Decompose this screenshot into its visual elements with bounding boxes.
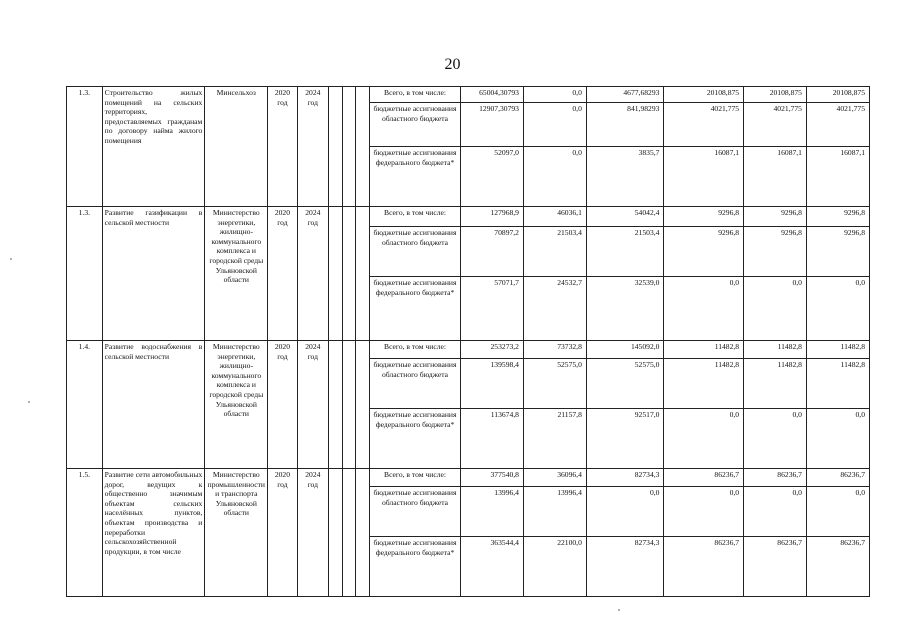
table-row — [67, 207, 870, 227]
amount-cell: 12907,30793 — [461, 103, 524, 147]
executor-cell: Министерство энергетики, жилищно-коммунального комплекса и городской среды Ульяновской области — [205, 207, 268, 341]
amount-cell: 0,0 — [586, 487, 664, 537]
amount-cell: 57071,7 — [461, 277, 524, 341]
amount-cell: 16087,1 — [744, 147, 807, 207]
funding-source-cell: Всего, в том числе: — [369, 469, 460, 487]
amount-cell: 52575,0 — [586, 359, 664, 409]
amount-cell: 86236,7 — [744, 469, 807, 487]
funding-source-cell: Всего, в том числе: — [369, 207, 460, 227]
amount-cell: 86236,7 — [664, 537, 744, 597]
amount-cell: 127968,9 — [461, 207, 524, 227]
amount-cell: 363544,4 — [461, 537, 524, 597]
amount-cell: 0,0 — [664, 409, 744, 469]
funding-source-cell: бюджетные ассигнования федерального бюджета* — [369, 277, 460, 341]
amount-cell: 0,0 — [523, 147, 586, 207]
amount-cell: 52097,0 — [461, 147, 524, 207]
amount-cell: 82734,3 — [586, 469, 664, 487]
funding-source-cell: бюджетные ассигнования областного бюджета — [369, 487, 460, 537]
amount-cell: 82734,3 — [586, 537, 664, 597]
amount-cell: 0,0 — [744, 487, 807, 537]
amount-cell: 21157,8 — [523, 409, 586, 469]
funding-source-cell: бюджетные ассигнования областного бюджета — [369, 227, 460, 277]
funding-source-cell: Всего, в том числе: — [369, 341, 460, 359]
amount-cell: 9296,8 — [664, 207, 744, 227]
amount-cell: 9296,8 — [744, 207, 807, 227]
funding-source-cell: бюджетные ассигнования областного бюджета — [369, 359, 460, 409]
amount-cell: 20108,875 — [744, 87, 807, 103]
amount-cell: 3835,7 — [586, 147, 664, 207]
amount-cell: 20108,875 — [806, 87, 869, 103]
amount-cell: 11482,8 — [664, 359, 744, 409]
activity-name-cell: Строительство жилых помещений на сельских территориях, предоставляемых гражданам по договору найма жилого помещения — [102, 87, 205, 207]
amount-cell: 11482,8 — [806, 359, 869, 409]
funding-source-cell: бюджетные ассигнования федерального бюджета* — [369, 409, 460, 469]
year-start-cell: 2020 год — [268, 341, 297, 469]
amount-cell: 46036,1 — [523, 207, 586, 227]
amount-cell: 21503,4 — [523, 227, 586, 277]
amount-cell: 0,0 — [744, 409, 807, 469]
amount-cell: 32539,0 — [586, 277, 664, 341]
scan-speck — [618, 609, 620, 611]
row-number-cell: 1.5. — [67, 469, 103, 597]
amount-cell: 16087,1 — [664, 147, 744, 207]
empty-cell — [342, 207, 356, 341]
amount-cell: 86236,7 — [806, 537, 869, 597]
amount-cell: 4677,68293 — [586, 87, 664, 103]
table-row — [67, 341, 870, 359]
empty-cell — [356, 207, 370, 341]
amount-cell: 65004,30793 — [461, 87, 524, 103]
page-number: 20 — [444, 56, 461, 73]
empty-cell — [329, 207, 343, 341]
empty-cell — [356, 87, 370, 207]
amount-cell: 9296,8 — [744, 227, 807, 277]
amount-cell: 4021,775 — [806, 103, 869, 147]
amount-cell: 36096,4 — [523, 469, 586, 487]
amount-cell: 253273,2 — [461, 341, 524, 359]
year-end-cell: 2024 год — [297, 207, 328, 341]
amount-cell: 20108,875 — [664, 87, 744, 103]
scan-speck — [10, 258, 12, 260]
amount-cell: 113674,8 — [461, 409, 524, 469]
year-start-cell: 2020 год — [268, 87, 297, 207]
amount-cell: 13996,4 — [461, 487, 524, 537]
amount-cell: 9296,8 — [806, 227, 869, 277]
amount-cell: 0,0 — [664, 487, 744, 537]
amount-cell: 21503,4 — [586, 227, 664, 277]
activity-name-cell: Развитие газификации в сельской местности — [102, 207, 205, 341]
executor-cell: Минсельхоз — [205, 87, 268, 207]
amount-cell: 11482,8 — [744, 359, 807, 409]
year-start-cell: 2020 год — [268, 469, 297, 597]
amount-cell: 73732,8 — [523, 341, 586, 359]
amount-cell: 13996,4 — [523, 487, 586, 537]
amount-cell: 4021,775 — [664, 103, 744, 147]
amount-cell: 11482,8 — [664, 341, 744, 359]
activity-name-cell: Развитие водоснабжения в сельской местности — [102, 341, 205, 469]
empty-cell — [329, 341, 343, 469]
row-number-cell: 1.3. — [67, 87, 103, 207]
amount-cell: 0,0 — [523, 87, 586, 103]
amount-cell: 24532,7 — [523, 277, 586, 341]
funding-source-cell: бюджетные ассигнования федерального бюджета* — [369, 537, 460, 597]
empty-cell — [342, 87, 356, 207]
amount-cell: 92517,0 — [586, 409, 664, 469]
amount-cell: 841,98293 — [586, 103, 664, 147]
amount-cell: 4021,775 — [744, 103, 807, 147]
amount-cell: 0,0 — [806, 277, 869, 341]
amount-cell: 0,0 — [806, 487, 869, 537]
amount-cell: 11482,8 — [744, 341, 807, 359]
amount-cell: 9296,8 — [806, 207, 869, 227]
empty-cell — [342, 469, 356, 597]
year-end-cell: 2024 год — [297, 469, 328, 597]
amount-cell: 16087,1 — [806, 147, 869, 207]
funding-source-cell: бюджетные ассигнования федерального бюджета* — [369, 147, 460, 207]
empty-cell — [329, 469, 343, 597]
executor-cell: Министерство промышленности и транспорта Ульяновской области — [205, 469, 268, 597]
row-number-cell: 1.3. — [67, 207, 103, 341]
executor-cell: Министерство энергетики, жилищно-коммунального комплекса и городской среды Ульяновской области — [205, 341, 268, 469]
amount-cell: 52575,0 — [523, 359, 586, 409]
amount-cell: 145092,0 — [586, 341, 664, 359]
amount-cell: 0,0 — [744, 277, 807, 341]
amount-cell: 377540,8 — [461, 469, 524, 487]
amount-cell: 11482,8 — [806, 341, 869, 359]
amount-cell: 86236,7 — [744, 537, 807, 597]
table-row — [67, 87, 870, 103]
scan-speck — [28, 401, 30, 403]
empty-cell — [342, 341, 356, 469]
empty-cell — [329, 87, 343, 207]
activity-name-cell: Развитие сети автомобильных дорог, ведущих к общественно значимым объектам сельских населённых пунктов, объектам производства и переработки сельскохозяйственной продукции, в том числе — [102, 469, 205, 597]
funding-source-cell: Всего, в том числе: — [369, 87, 460, 103]
amount-cell: 9296,8 — [664, 227, 744, 277]
amount-cell: 22100,0 — [523, 537, 586, 597]
amount-cell: 70897,2 — [461, 227, 524, 277]
amount-cell: 86236,7 — [806, 469, 869, 487]
funding-source-cell: бюджетные ассигнования областного бюджета — [369, 103, 460, 147]
amount-cell: 0,0 — [806, 409, 869, 469]
empty-cell — [356, 341, 370, 469]
amount-cell: 54042,4 — [586, 207, 664, 227]
year-end-cell: 2024 год — [297, 87, 328, 207]
amount-cell: 86236,7 — [664, 469, 744, 487]
empty-cell — [356, 469, 370, 597]
amount-cell: 0,0 — [664, 277, 744, 341]
year-start-cell: 2020 год — [268, 207, 297, 341]
table-body — [67, 87, 870, 597]
budget-table — [66, 86, 870, 597]
row-number-cell: 1.4. — [67, 341, 103, 469]
year-end-cell: 2024 год — [297, 341, 328, 469]
table-row — [67, 469, 870, 487]
amount-cell: 0,0 — [523, 103, 586, 147]
amount-cell: 139598,4 — [461, 359, 524, 409]
